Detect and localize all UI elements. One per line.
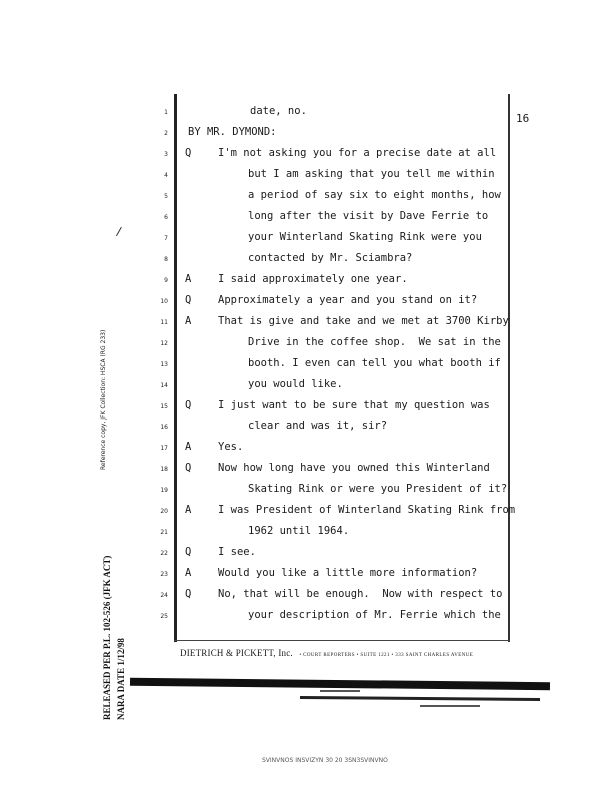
transcript-line — [0, 441, 612, 457]
transcript-line — [0, 252, 612, 268]
firm-name: DIETRICH & PICKETT, Inc. — [180, 648, 293, 658]
line-text: I said approximately one year. — [218, 273, 408, 285]
release-stamp-line2: NARA DATE 1/12/98 — [116, 638, 126, 720]
line-number: 19 — [160, 487, 168, 494]
transcript-line — [0, 147, 612, 163]
transcript-line — [0, 231, 612, 247]
transcript-line — [0, 378, 612, 394]
line-number: 13 — [160, 361, 168, 368]
speaker-label: Q — [185, 147, 192, 159]
margin-reference: Reference copy, JFK Collection: HSCA (RG 233) — [100, 329, 107, 470]
transcript-line — [0, 567, 612, 583]
line-number: 14 — [160, 382, 168, 389]
line-number: 24 — [160, 592, 168, 599]
bleed-through-text: SVINVNOS INSVIZYN 30 20 3SN3SVINVNO — [262, 757, 388, 764]
line-number: 18 — [160, 466, 168, 473]
transcript-line — [0, 525, 612, 541]
line-number: 15 — [160, 403, 168, 410]
line-text: Would you like a little more information? — [218, 567, 478, 579]
speaker-label: Q — [185, 399, 192, 411]
line-number: 6 — [164, 214, 168, 221]
line-text: but I am asking that you tell me within — [248, 168, 495, 180]
line-text: BY MR. DYMOND: — [188, 126, 277, 138]
line-number: 25 — [160, 613, 168, 620]
line-text: your Winterland Skating Rink were you — [248, 231, 482, 243]
speaker-label: A — [185, 273, 192, 285]
line-text: contacted by Mr. Sciambra? — [248, 252, 413, 264]
transcript-line — [0, 273, 612, 289]
page-number: 16 — [516, 112, 530, 125]
line-number: 2 — [164, 130, 168, 137]
scan-speck — [320, 690, 360, 692]
line-text: No, that will be enough. Now with respect to — [218, 588, 503, 600]
speaker-label: A — [185, 441, 192, 453]
line-text: a period of say six to eight months, how — [248, 189, 501, 201]
line-number: 10 — [160, 298, 168, 305]
speaker-label: A — [185, 315, 192, 327]
firm-details: • COURT REPORTERS • SUITE 1221 • 333 SAINT CHARLES AVENUE — [299, 653, 474, 658]
line-number: 12 — [160, 340, 168, 347]
line-number: 4 — [164, 172, 168, 179]
line-text: I just want to be sure that my question was — [218, 399, 490, 411]
speaker-label: Q — [185, 462, 192, 474]
line-text: I'm not asking you for a precise date at all — [218, 147, 497, 159]
transcript-line — [0, 420, 612, 436]
speaker-label: A — [185, 567, 192, 579]
transcript-line — [0, 399, 612, 415]
line-text: That is give and take and we met at 3700 Kirby — [218, 315, 509, 327]
frame-bottom-rule — [174, 640, 510, 641]
scan-speck — [420, 705, 480, 707]
line-text: booth. I even can tell you what booth if — [248, 357, 501, 369]
transcript-line — [0, 609, 612, 625]
line-text: your description of Mr. Ferrie which the — [248, 609, 501, 621]
line-text: I see. — [218, 546, 256, 558]
line-text: clear and was it, sir? — [248, 420, 388, 432]
scan-artifact-bar — [130, 678, 550, 690]
line-number: 1 — [164, 109, 168, 116]
release-stamp-line1: RELEASED PER P.L. 102-526 (JFK ACT) — [102, 555, 112, 720]
line-number: 5 — [164, 193, 168, 200]
transcript-line — [0, 210, 612, 226]
speaker-label: Q — [185, 546, 192, 558]
transcript-line — [0, 315, 612, 331]
line-text: Now how long have you owned this Winterland — [218, 462, 490, 474]
line-text: Approximately a year and you stand on it? — [218, 294, 478, 306]
transcript-line — [0, 504, 612, 520]
line-text: date, no. — [250, 105, 307, 117]
line-text: 1962 until 1964. — [248, 525, 350, 537]
transcript-line — [0, 336, 612, 352]
transcript-line — [0, 483, 612, 499]
line-text: long after the visit by Dave Ferrie to — [248, 210, 489, 222]
transcript-line — [0, 168, 612, 184]
line-number: 9 — [164, 277, 168, 284]
line-number: 20 — [160, 508, 168, 515]
line-number: 16 — [160, 424, 168, 431]
transcript-line — [0, 588, 612, 604]
speaker-label: Q — [185, 588, 192, 600]
transcript-line — [0, 462, 612, 478]
transcript-line — [0, 294, 612, 310]
line-text: you would like. — [248, 378, 343, 390]
transcript-line — [0, 105, 612, 121]
transcript-line — [0, 357, 612, 373]
line-number: 22 — [160, 550, 168, 557]
line-number: 3 — [164, 151, 168, 158]
line-number: 8 — [164, 256, 168, 263]
line-number: 21 — [160, 529, 168, 536]
transcript-line — [0, 126, 612, 142]
line-number: 11 — [160, 319, 168, 326]
line-text: Yes. — [218, 441, 244, 453]
line-number: 7 — [164, 235, 168, 242]
speaker-label: A — [185, 504, 192, 516]
transcript-line — [0, 189, 612, 205]
line-number: 23 — [160, 571, 168, 578]
line-text: Drive in the coffee shop. We sat in the — [248, 336, 501, 348]
line-text: I was President of Winterland Skating Rink from — [218, 504, 516, 516]
speaker-label: Q — [185, 294, 192, 306]
reporter-footer — [180, 648, 473, 658]
line-number: 17 — [160, 445, 168, 452]
line-text: Skating Rink or were you President of it? — [248, 483, 508, 495]
transcript-line — [0, 546, 612, 562]
scan-artifact-bar-thin — [300, 696, 540, 701]
